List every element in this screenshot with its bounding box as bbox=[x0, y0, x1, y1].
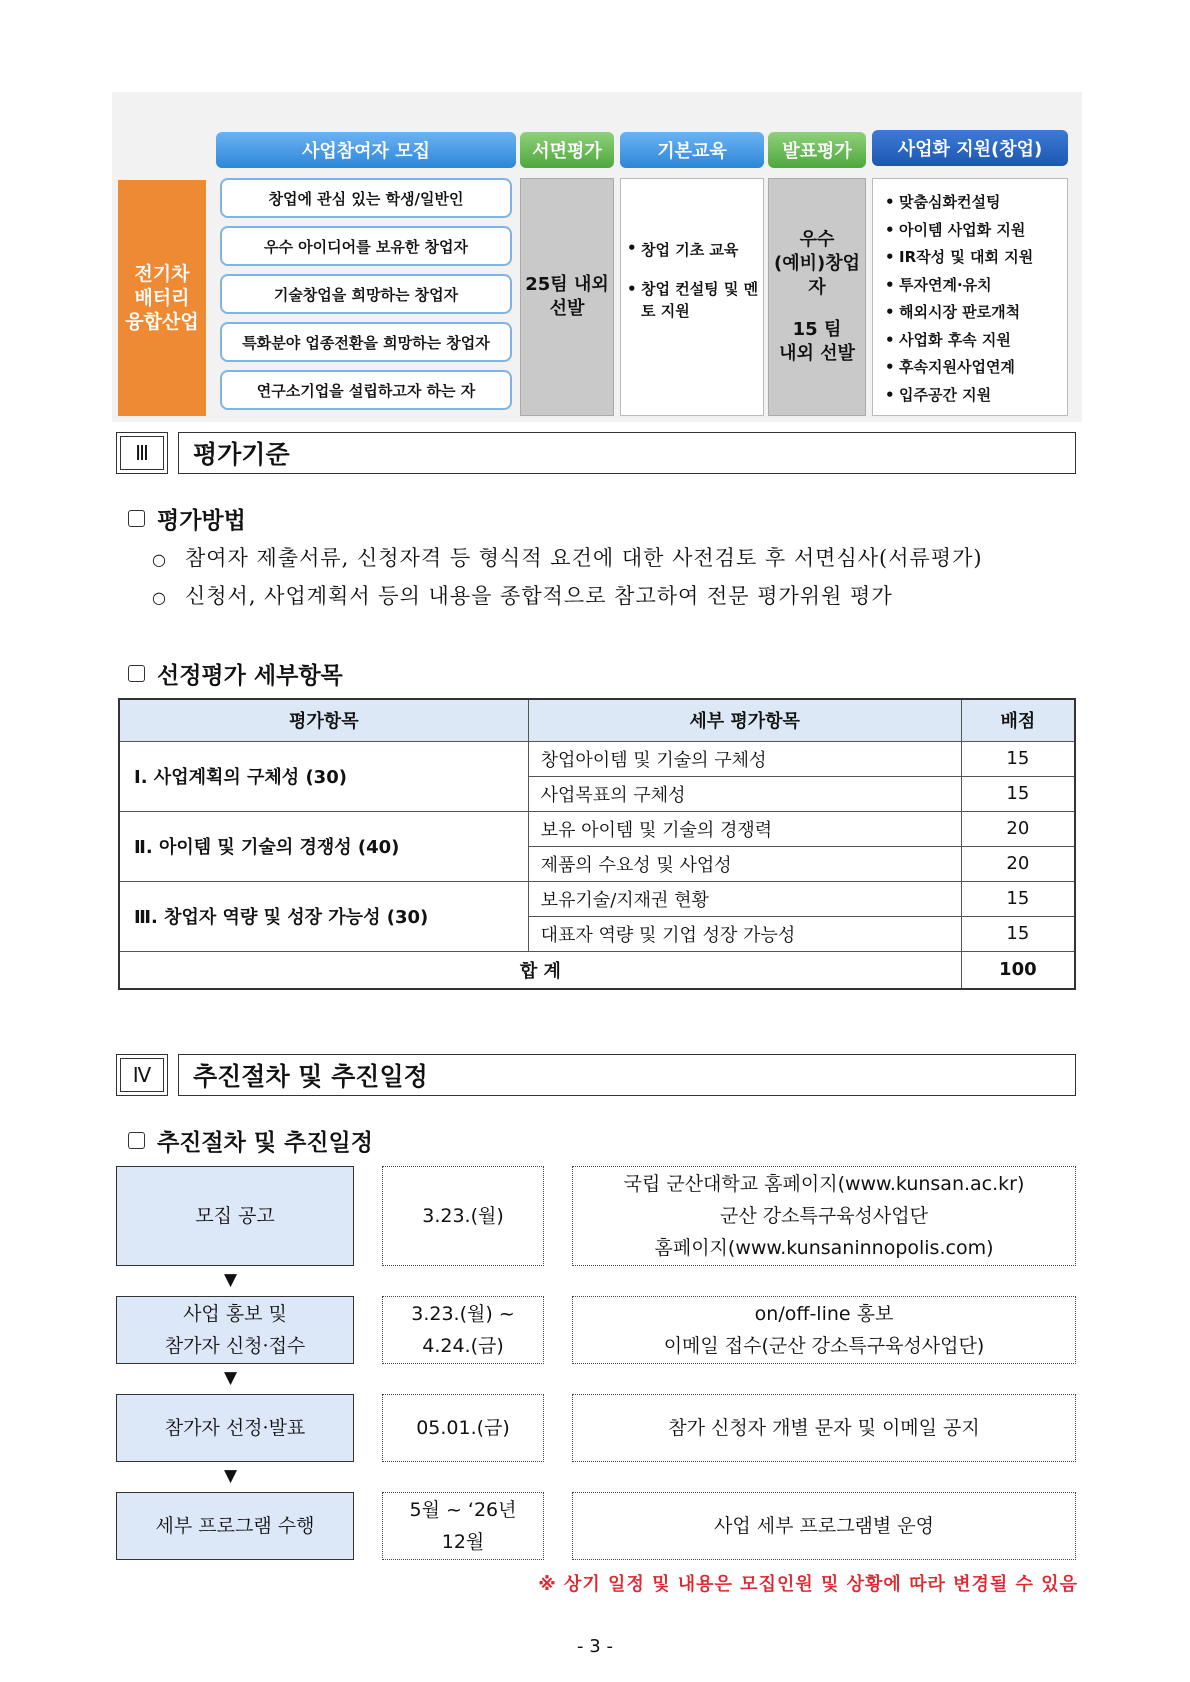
checkbox-square-icon bbox=[128, 1132, 145, 1149]
section-number: Ⅳ bbox=[116, 1054, 168, 1096]
desc-text: 군산 강소특구육성사업단 bbox=[720, 1205, 928, 1227]
process-date bbox=[382, 1492, 544, 1560]
target-item: 기술창업을 희망하는 창업자 bbox=[220, 274, 512, 314]
section-title: 평가기준 bbox=[178, 432, 1076, 474]
score-cell: 15 bbox=[961, 776, 1075, 811]
score-cell: 20 bbox=[961, 846, 1075, 881]
desc-text: 참가 신청자 개별 문자 및 이메일 공지 bbox=[668, 1417, 980, 1439]
target-item: 창업에 관심 있는 학생/일반인 bbox=[220, 178, 512, 218]
detail-cell: 사업목표의 구체성 bbox=[528, 776, 961, 811]
column-header: 세부 평가항목 bbox=[528, 699, 961, 741]
process-step bbox=[116, 1296, 354, 1364]
detail-cell: 제품의 수요성 및 사업성 bbox=[528, 846, 961, 881]
commercialization-header: 사업화 지원(창업) bbox=[872, 130, 1068, 166]
target-item: 특화분야 업종전환을 희망하는 창업자 bbox=[220, 322, 512, 362]
biz-item: • 해외시장 판로개척 bbox=[883, 299, 1063, 327]
biz-item: • 맞춤심화컨설팅 bbox=[883, 189, 1063, 217]
down-arrow-icon: ▼ bbox=[224, 1270, 238, 1290]
target-item: 연구소기업을 설립하고자 하는 자 bbox=[220, 370, 512, 410]
subsection-heading-text: 선정평가 세부항목 bbox=[157, 663, 343, 689]
date-text: 3.23.(월) ~ bbox=[411, 1303, 515, 1325]
paper-eval-header: 서면평가 bbox=[520, 132, 614, 168]
desc-text: on/off-line 홍보 bbox=[754, 1303, 894, 1325]
table-row bbox=[119, 741, 1075, 776]
column-header: 평가항목 bbox=[119, 699, 528, 741]
date-text: 05.01.(금) bbox=[416, 1417, 510, 1439]
desc-text: 사업 세부 프로그램별 운영 bbox=[713, 1515, 934, 1537]
total-row bbox=[119, 951, 1075, 989]
circle-bullet-icon: ○ bbox=[152, 588, 167, 607]
category-cell: Ⅲ. 창업자 역량 및 성장 가능성 (30) bbox=[119, 881, 528, 951]
presentation-eval-box bbox=[768, 178, 866, 416]
section-number: Ⅲ bbox=[116, 432, 168, 474]
subsection-heading-text: 추진절차 및 추진일정 bbox=[157, 1130, 373, 1156]
process-description bbox=[572, 1492, 1076, 1560]
column-header: 배점 bbox=[961, 699, 1075, 741]
step-label: 참가자 선정·발표 bbox=[164, 1417, 306, 1439]
process-description bbox=[572, 1394, 1076, 1462]
process-step bbox=[116, 1492, 354, 1560]
process-step bbox=[116, 1394, 354, 1462]
paper-eval-line: 25팀 내외 bbox=[525, 274, 609, 295]
desc-text: 홈페이지(www.kunsaninnopolis.com) bbox=[654, 1237, 994, 1259]
evaluation-table bbox=[118, 698, 1076, 990]
process-step bbox=[116, 1166, 354, 1266]
total-label: 합 계 bbox=[119, 951, 961, 989]
present-line: 15 팀 bbox=[792, 319, 842, 340]
commercialization-box bbox=[872, 178, 1068, 416]
present-line: 내외 선발 bbox=[779, 343, 855, 364]
paragraph-line bbox=[152, 542, 983, 572]
basic-edu-header: 기본교육 bbox=[620, 132, 764, 168]
process-date bbox=[382, 1394, 544, 1462]
subsection-heading bbox=[128, 657, 343, 690]
biz-item: • 입주공간 지원 bbox=[883, 382, 1063, 410]
checkbox-square-icon bbox=[128, 665, 145, 682]
industry-line: 배터리 bbox=[134, 287, 190, 309]
down-arrow-icon: ▼ bbox=[224, 1466, 238, 1486]
paragraph-text: 참여자 제출서류, 신청자격 등 형식적 요건에 대한 사전검토 후 서면심사(서류평가) bbox=[184, 546, 983, 570]
checkbox-square-icon bbox=[128, 510, 145, 527]
paragraph-line bbox=[152, 580, 893, 610]
desc-text: 국립 군산대학교 홈페이지(www.kunsan.ac.kr) bbox=[623, 1173, 1025, 1195]
biz-item: • 아이템 사업화 지원 bbox=[883, 217, 1063, 245]
process-date bbox=[382, 1166, 544, 1266]
date-text: 3.23.(월) bbox=[422, 1205, 504, 1227]
present-line: 우수 bbox=[799, 229, 835, 250]
score-cell: 20 bbox=[961, 811, 1075, 846]
table-header-row bbox=[119, 699, 1075, 741]
present-line: (예비)창업 bbox=[773, 253, 860, 274]
down-arrow-icon: ▼ bbox=[224, 1368, 238, 1388]
table-row bbox=[119, 811, 1075, 846]
paper-eval-box bbox=[520, 178, 614, 416]
paper-eval-line: 선발 bbox=[549, 298, 585, 319]
step-label: 모집 공고 bbox=[195, 1205, 275, 1227]
total-score: 100 bbox=[961, 951, 1075, 989]
date-text: 4.24.(금) bbox=[422, 1335, 504, 1357]
edu-item: • 창업 컨설팅 및 멘토 지원 bbox=[625, 278, 759, 322]
process-description bbox=[572, 1166, 1076, 1266]
section-title: 추진절차 및 추진일정 bbox=[178, 1054, 1076, 1096]
presentation-eval-header: 발표평가 bbox=[768, 132, 866, 168]
biz-item: • 후속지원사업연계 bbox=[883, 354, 1063, 382]
detail-cell: 보유 아이템 및 기술의 경쟁력 bbox=[528, 811, 961, 846]
recruit-header: 사업참여자 모집 bbox=[216, 132, 516, 168]
detail-cell: 보유기술/지재권 현황 bbox=[528, 881, 961, 916]
category-cell: Ⅰ. 사업계획의 구체성 (30) bbox=[119, 741, 528, 811]
subsection-heading-text: 평가방법 bbox=[157, 508, 246, 534]
detail-cell: 창업아이템 및 기술의 구체성 bbox=[528, 741, 961, 776]
score-cell: 15 bbox=[961, 916, 1075, 951]
industry-line: 융합산업 bbox=[125, 311, 199, 333]
subsection-heading bbox=[128, 502, 246, 535]
date-text: 12월 bbox=[441, 1531, 485, 1553]
table-row bbox=[119, 881, 1075, 916]
process-description bbox=[572, 1296, 1076, 1364]
basic-edu-box bbox=[620, 178, 764, 416]
target-item: 우수 아이디어를 보유한 창업자 bbox=[220, 226, 512, 266]
biz-item: • IR작성 및 대회 지원 bbox=[883, 244, 1063, 272]
score-cell: 15 bbox=[961, 741, 1075, 776]
score-cell: 15 bbox=[961, 881, 1075, 916]
date-text: 5월 ~ ‘26년 bbox=[409, 1499, 517, 1521]
detail-cell: 대표자 역량 및 기업 성장 가능성 bbox=[528, 916, 961, 951]
program-flow-figure bbox=[112, 92, 1082, 422]
step-label: 참가자 신청·접수 bbox=[164, 1335, 306, 1357]
industry-box bbox=[118, 180, 206, 416]
schedule-note: ※ 상기 일정 및 내용은 모집인원 및 상황에 따라 변경될 수 있음 bbox=[538, 1574, 1078, 1595]
subsection-heading bbox=[128, 1124, 373, 1157]
desc-text: 이메일 접수(군산 강소특구육성사업단) bbox=[663, 1335, 985, 1357]
paragraph-text: 신청서, 사업계획서 등의 내용을 종합적으로 참고하여 전문 평가위원 평가 bbox=[184, 584, 893, 608]
biz-item: • 사업화 후속 지원 bbox=[883, 327, 1063, 355]
page-number: - 3 - bbox=[577, 1636, 613, 1657]
category-cell: Ⅱ. 아이템 및 기술의 경쟁성 (40) bbox=[119, 811, 528, 881]
industry-line: 전기차 bbox=[134, 263, 190, 285]
process-date bbox=[382, 1296, 544, 1364]
present-line: 자 bbox=[808, 277, 826, 298]
circle-bullet-icon: ○ bbox=[152, 550, 167, 569]
step-label: 사업 홍보 및 bbox=[183, 1303, 287, 1325]
step-label: 세부 프로그램 수행 bbox=[155, 1515, 315, 1537]
biz-item: • 투자연계·유치 bbox=[883, 272, 1063, 300]
edu-item: • 창업 기초 교육 bbox=[625, 239, 759, 260]
